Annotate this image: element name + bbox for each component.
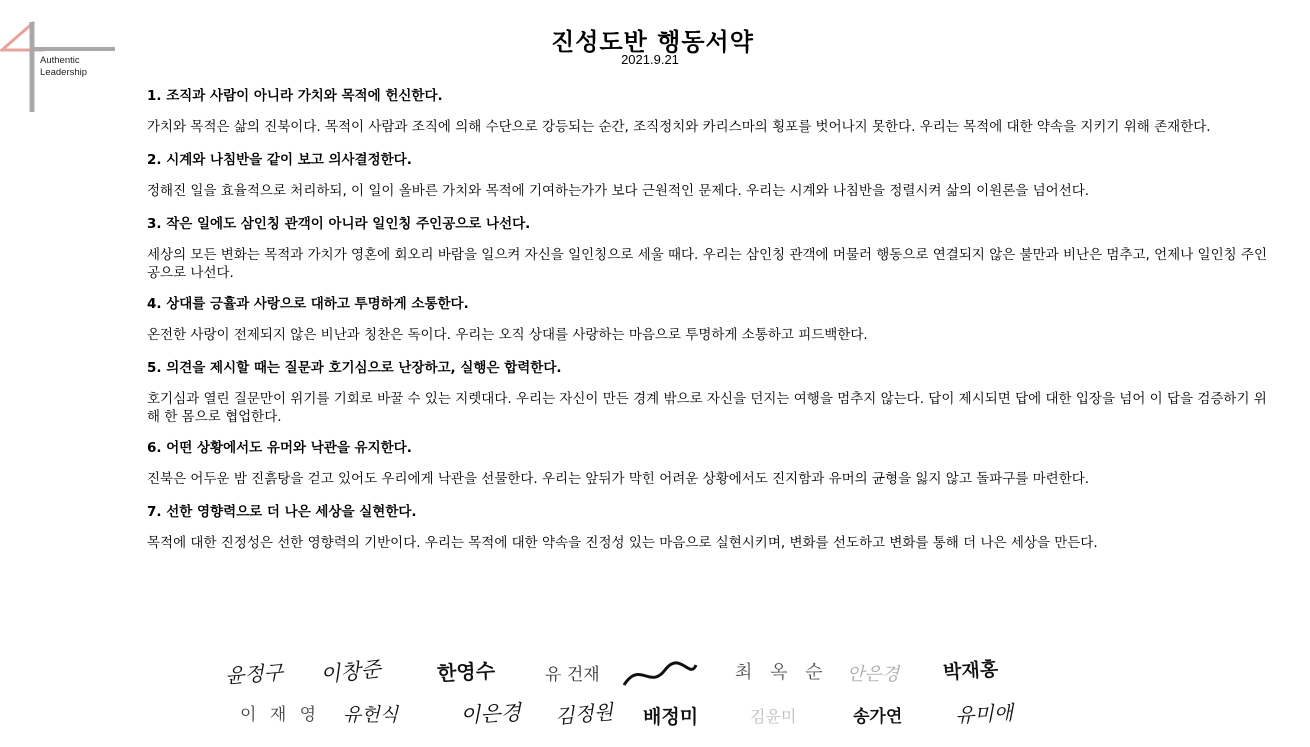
signature: 이은경 xyxy=(459,700,522,728)
section-4-body: 온전한 사랑이 전제되지 않은 비난과 칭찬은 독이다. 우리는 오직 상대를 사랑하는 마음으로 투명하게 소통하고 피드백한다. xyxy=(147,327,868,343)
section-2-heading: 2. 시계와 나침반을 같이 보고 의사결정한다. xyxy=(147,152,412,168)
section-7-heading: 7. 선한 영향력으로 더 나은 세상을 실현한다. xyxy=(147,504,417,520)
signature: 김정원 xyxy=(554,699,615,729)
section-1-heading: 1. 조직과 사람이 아니라 가치와 목적에 헌신한다. xyxy=(147,88,443,104)
signature: 안은경 xyxy=(847,664,900,685)
document-date: 2021.9.21 xyxy=(621,52,679,67)
section-3-heading: 3. 작은 일에도 삼인칭 관객이 아니라 일인칭 주인공으로 나선다. xyxy=(147,216,531,232)
section-5-heading: 5. 의견을 제시할 때는 질문과 호기심으로 난장하고, 실행은 합력한다. xyxy=(147,360,562,376)
signature: 유헌식 xyxy=(343,704,399,726)
section-4-heading: 4. 상대를 긍휼과 사랑으로 대하고 투명하게 소통한다. xyxy=(147,296,469,312)
signature: 유 건재 xyxy=(545,665,600,685)
document-title: 진성도반 행동서약 xyxy=(551,28,754,56)
signature: 배정미 xyxy=(643,706,699,728)
section-1-body: 가치와 목적은 삶의 진북이다. 목적이 사람과 조직에 의해 수단으로 강등되는 순간, 조직정치와 카리스마의 횡포를 벗어나지 못한다. 우리는 목적에 대한 약속을 지키기 위해 존재한다. xyxy=(147,119,1211,135)
section-6-body: 진북은 어두운 밤 진흙탕을 걷고 있어도 우리에게 낙관을 선물한다. 우리는 앞뒤가 막힌 어려운 상황에서도 진지함과 유머의 균형을 잃지 않고 돌파구를 마련한다. xyxy=(147,471,1090,487)
signature: 이 재 영 xyxy=(240,705,321,725)
signature: 이창준 xyxy=(319,656,383,688)
signature: 한영수 xyxy=(436,658,496,686)
section-3-body: 세상의 모든 변화는 목적과 가치가 영혼에 회오리 바람을 일으켜 자신을 일인칭으로 세울 때다. 우리는 삼인칭 관객에 머물러 행동으로 연결되지 않은 불만과 비난은 멈추고, 언제나 일인칭 주인공으로 나선다. xyxy=(147,247,1268,281)
signature: 최 옥 순 xyxy=(735,662,829,683)
logo-line-1: Authentic xyxy=(40,55,80,66)
logo-line-2: Leadership xyxy=(40,67,88,78)
signature: 유미애 xyxy=(954,700,1014,728)
signature: 윤정구 xyxy=(224,660,284,688)
signature: 송가연 xyxy=(853,707,903,727)
section-7-body: 목적에 대한 진정성은 선한 영향력의 기반이다. 우리는 목적에 대한 약속을 진정성 있는 마음으로 실현시키며, 변화를 선도하고 변화를 통해 더 나은 세상을 만든다. xyxy=(147,535,1098,551)
pledge-content xyxy=(147,86,1277,566)
section-6-heading: 6. 어떤 상황에서도 유머와 낙관을 유지한다. xyxy=(147,440,412,456)
section-5-body: 호기심과 열린 질문만이 위기를 기회로 바꿀 수 있는 지렛대다. 우리는 자신이 만든 경계 밖으로 자신을 던지는 여행을 멈추지 않는다. 답이 제시되면 답에 대한 입장을 넘어 이 답을 검증하기 위해 한 몸으로 협업한다. xyxy=(147,391,1267,425)
signature: 박재홍 xyxy=(942,658,999,684)
signature-scribble xyxy=(620,655,700,695)
signature: 김윤미 xyxy=(750,707,797,726)
section-2-body: 정해진 일을 효율적으로 처리하되, 이 일이 올바른 가치와 목적에 기여하는가가 보다 근원적인 문제다. 우리는 시계와 나침반을 정렬시켜 삶의 이원론을 넘어선다. xyxy=(147,183,1090,199)
